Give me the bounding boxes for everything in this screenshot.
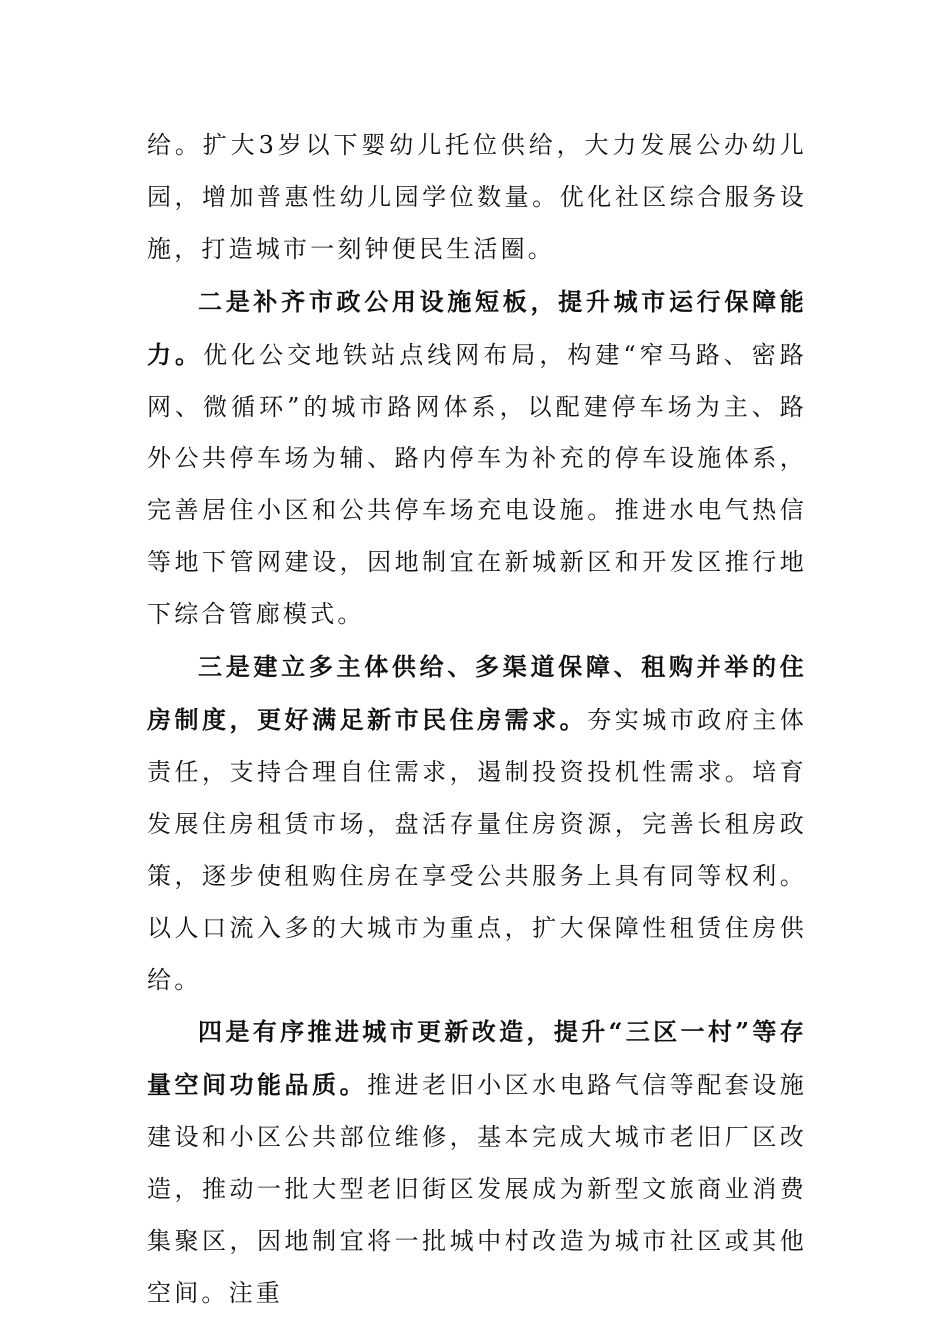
- paragraph-lead: 二是补齐市政公用设施短板，提升城市运行保障能力。: [147, 286, 807, 369]
- paragraph-body: 推进老旧小区水电路气信等配套设施建设和小区公共部位维修，基本完成大城市老旧厂区改造，推动一批大型老旧街区发展成为新型文旅商业消费集聚区，因地制宜将一批城中村改造为城市社区或其他空间。注重: [147, 1071, 807, 1307]
- paragraph-lead: 三是建立多主体供给、多渠道保障、租购并举的住房制度，更好满足新市民住房需求。: [147, 652, 807, 734]
- paragraph-housing-system: [147, 641, 807, 1006]
- paragraph-body: 优化公交地铁站点线网布局，构建“窄马路、密路网、微循环”的城市路网体系，以配建停车场为主、路外公共停车场为辅、路内停车为补充的停车设施体系，完善居住小区和公共停车场充电设施。推进水电气热信等地下管网建设，因地制宜在新城新区和开发区推行地下综合管廊模式。: [147, 340, 807, 629]
- paragraph-lead: 四是有序推进城市更新改造，提升“三区一村”等存量空间功能品质。: [147, 1017, 807, 1100]
- document-page: [147, 120, 807, 1320]
- paragraph-continuation: [147, 120, 807, 276]
- paragraph-urban-renewal: [147, 1006, 807, 1319]
- paragraph-body: 夯实城市政府主体责任，支持合理自住需求，遏制投资投机性需求。培育发展住房租赁市场，盘活存量住房资源，完善长租房政策，逐步使租购住房在享受公共服务上具有同等权利。以人口流入多的大城市为重点，扩大保障性租赁住房供给。: [147, 705, 807, 994]
- paragraph-municipal-facilities: [147, 276, 807, 641]
- paragraph-body: 给。扩大3岁以下婴幼儿托位供给，大力发展公办幼儿园，增加普惠性幼儿园学位数量。优化社区综合服务设施，打造城市一刻钟便民生活圈。: [147, 131, 807, 263]
